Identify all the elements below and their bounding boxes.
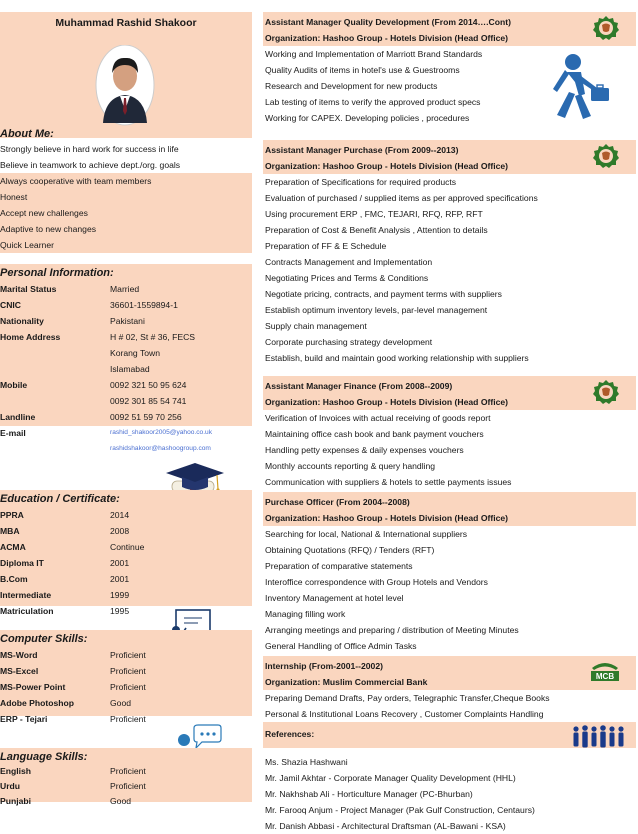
language-value: Good [110,796,132,806]
job-organization: Organization: Hashoo Group - Hotels Division (Head Office) [265,513,509,523]
computer-row [0,695,252,711]
job-duty: Preparation of Specifications for required products [265,177,457,187]
education-row [0,523,252,539]
education-row [0,507,252,523]
hashoo-logo-icon [592,379,620,405]
email-link[interactable]: rashidshakoor@hashoogroup.com [110,445,211,452]
education-label: Matriculation [0,606,54,616]
job-duty: Maintaining office cash book and bank payment vouchers [265,429,484,439]
reference-item: Ms. Shazia Hashwani [265,757,348,767]
job-duty: General Handling of Office Admin Tasks [265,641,417,651]
candidate-name: Muhammad Rashid Shakoor [55,17,197,29]
computer-value: Proficient [110,650,146,660]
job-organization: Organization: Hashoo Group - Hotels Division (Head Office) [265,397,509,407]
about-item: Strongly believe in hard work for success in life [0,144,179,154]
mcb-logo-icon [590,660,620,682]
cnic-row [0,297,252,313]
computer-heading: Computer Skills: [0,633,88,645]
reference-item: Mr. Jamil Akhtar - Corporate Manager Quality Development (HHL) [265,773,516,783]
computer-label: ERP - Tejari [0,714,48,724]
education-label: Intermediate [0,590,52,600]
job-duty: Personal & Institutional Loans Recovery , Customer Complaints Handling [265,709,544,719]
email-row [0,441,252,457]
mcb-logo-text: MCB [595,672,615,681]
address-line: Korang Town [110,348,161,358]
job-title: Purchase Officer (From 2004--2008) [265,497,410,507]
computer-value: Proficient [110,666,146,676]
marital-label: Marital Status [0,284,57,294]
job-duty: Communication with suppliers & hotels to settle payments issues [265,477,512,487]
address-row [0,345,252,361]
education-value: 2001 [110,558,130,568]
job-organization: Organization: Hashoo Group - Hotels Division (Head Office) [265,161,509,171]
landline-row [0,409,252,425]
profile-photo [95,45,155,127]
education-value: 2008 [110,526,130,536]
education-value: 2001 [110,574,130,584]
email-link[interactable]: rashid_shakoor2005@yahoo.co.uk [110,429,213,436]
job-duty: Preparation of Cost & Benefit Analysis , Attention to details [265,225,488,235]
education-row [0,571,252,587]
email-row [0,425,252,441]
education-value: 2014 [110,510,130,520]
job-duty: Preparing Demand Drafts, Pay orders, Telegraphic Transfer,Cheque Books [265,693,550,703]
computer-value: Good [110,698,132,708]
education-row [0,587,252,603]
about-item: Always cooperative with team members [0,176,152,186]
job-duty: Contracts Management and Implementation [265,257,433,267]
reference-item: Mr. Farooq Anjum - Project Manager (Pak Gulf Construction, Centaurs) [265,805,535,815]
job-duty: Supply chain management [265,321,367,331]
job-title: Assistant Manager Finance (From 2008--2009) [265,381,453,391]
job-title: Assistant Manager Purchase (From 2009--2013) [265,145,459,155]
personal-heading: Personal Information: [0,267,114,279]
email-label: E-mail [0,428,26,438]
language-value: Proficient [110,781,146,791]
education-value: Continue [110,542,145,552]
job-title: Assistant Manager Quality Development (From 2014….Cont) [265,17,511,27]
job-duty: Corporate purchasing strategy development [265,337,433,347]
job-duty: Research and Development for new products [265,81,438,91]
address-line: H # 02, St # 36, FECS [110,332,196,342]
job-duty: Managing filling work [265,609,346,619]
landline-value: 0092 51 59 70 256 [110,412,182,422]
job-duty: Monthly accounts reporting & query handling [265,461,436,471]
about-item: Honest [0,192,28,202]
mobile-value: 0092 301 85 54 741 [110,396,187,406]
job-organization: Organization: Muslim Commercial Bank [265,677,428,687]
job-duty: Working for CAPEX. Developing policies , procedures [265,113,470,123]
language-label: Punjabi [0,796,32,806]
job-duty: Obtaining Quotations (RFQ) / Tenders (RFT) [265,545,435,555]
job-duty: Preparation of comparative statements [265,561,413,571]
computer-value: Proficient [110,682,146,692]
job-duty: Arranging meetings and preparing / distribution of Meeting Minutes [265,625,519,635]
right-column [263,12,636,831]
mobile-label: Mobile [0,380,28,390]
about-item: Accept new challenges [0,208,88,218]
job-duty: Verification of Invoices with actual receiving of goods report [265,413,491,423]
address-row [0,361,252,377]
job-duty: Establish, build and maintain good working relationship with suppliers [265,353,529,363]
address-line: Islamabad [110,364,150,374]
education-label: Diploma IT [0,558,44,568]
job-title: Internship (From-2001--2002) [265,661,383,671]
education-label: ACMA [0,542,26,552]
job-organization: Organization: Hashoo Group - Hotels Division (Head Office) [265,33,509,43]
education-row [0,603,252,619]
job-duty: Working and Implementation of Marriott Brand Standards [265,49,483,59]
references-heading: References: [265,729,315,739]
about-item: Quick Learner [0,240,54,250]
about-item: Adaptive to new changes [0,224,97,234]
computer-label: MS-Excel [0,666,39,676]
education-value: 1995 [110,606,130,616]
language-label: English [0,766,32,776]
language-heading: Language Skills: [0,751,88,763]
reference-item: Mr. Danish Abbasi - Architectural Draftsman (AL-Bawani - KSA) [265,821,506,831]
computer-label: Adobe Photoshop [0,698,74,708]
address-label: Home Address [0,332,61,342]
nationality-row [0,313,252,329]
language-value: Proficient [110,766,146,776]
job-duty: Searching for local, National & International suppliers [265,529,468,539]
nationality-value: Pakistani [110,316,145,326]
computer-value: Proficient [110,714,146,724]
address-row [0,329,252,345]
language-row [0,778,252,794]
job-duty: Interoffice correspondence with Group Hotels and Vendors [265,577,488,587]
computer-label: MS-Word [0,650,38,660]
job-duty: Quality Audits of items in hotel's use & Guestrooms [265,65,460,75]
mobile-value: 0092 321 50 95 624 [110,380,187,390]
education-row [0,555,252,571]
marital-value: Married [110,284,140,294]
walking-businessman-icon [545,52,613,124]
education-row [0,539,252,555]
job-duty: Negotiating Prices and Terms & Conditions [265,273,429,283]
computer-label: MS-Power Point [0,682,66,692]
job-duty: Inventory Management at hotel level [265,593,404,603]
computer-row [0,663,252,679]
job-duty: Negotiate pricing, contracts, and payment terms with suppliers [265,289,502,299]
mobile-row [0,377,252,393]
job-duty: Preparation of FF & E Schedule [265,241,387,251]
education-label: MBA [0,526,20,536]
about-item: Believe in teamwork to achieve dept./org. goals [0,160,181,170]
education-label: B.Com [0,574,28,584]
job-duty: Establish optimum inventory levels, par-level management [265,305,488,315]
mobile-row [0,393,252,409]
hashoo-logo-icon [592,143,620,169]
education-heading: Education / Certificate: [0,493,120,505]
nationality-label: Nationality [0,316,44,326]
language-label: Urdu [0,781,21,791]
computer-row [0,647,252,663]
education-value: 1999 [110,590,130,600]
about-heading: About Me: [0,128,54,140]
landline-label: Landline [0,412,36,422]
job-duty: Using procurement ERP , FMC, TEJARI, RFQ, RFP, RFT [265,209,483,219]
reference-item: Mr. Nakhshab Ali - Horticulture Manager (PC-Bhurban) [265,789,473,799]
job-duty: Lab testing of items to verify the approved product specs [265,97,481,107]
hashoo-logo-icon [592,15,620,41]
language-row [0,763,252,779]
cnic-value: 36601-1559894-1 [110,300,178,310]
team-people-icon [571,724,625,748]
cnic-label: CNIC [0,300,22,310]
education-label: PPRA [0,510,24,520]
job-duty: Handling petty expenses & daily expenses vouchers [265,445,464,455]
computer-row [0,679,252,695]
marital-row [0,281,252,297]
left-column [0,12,252,806]
language-row [0,793,252,809]
job-duty: Evaluation of purchased / supplied items as per approved specifications [265,193,538,203]
